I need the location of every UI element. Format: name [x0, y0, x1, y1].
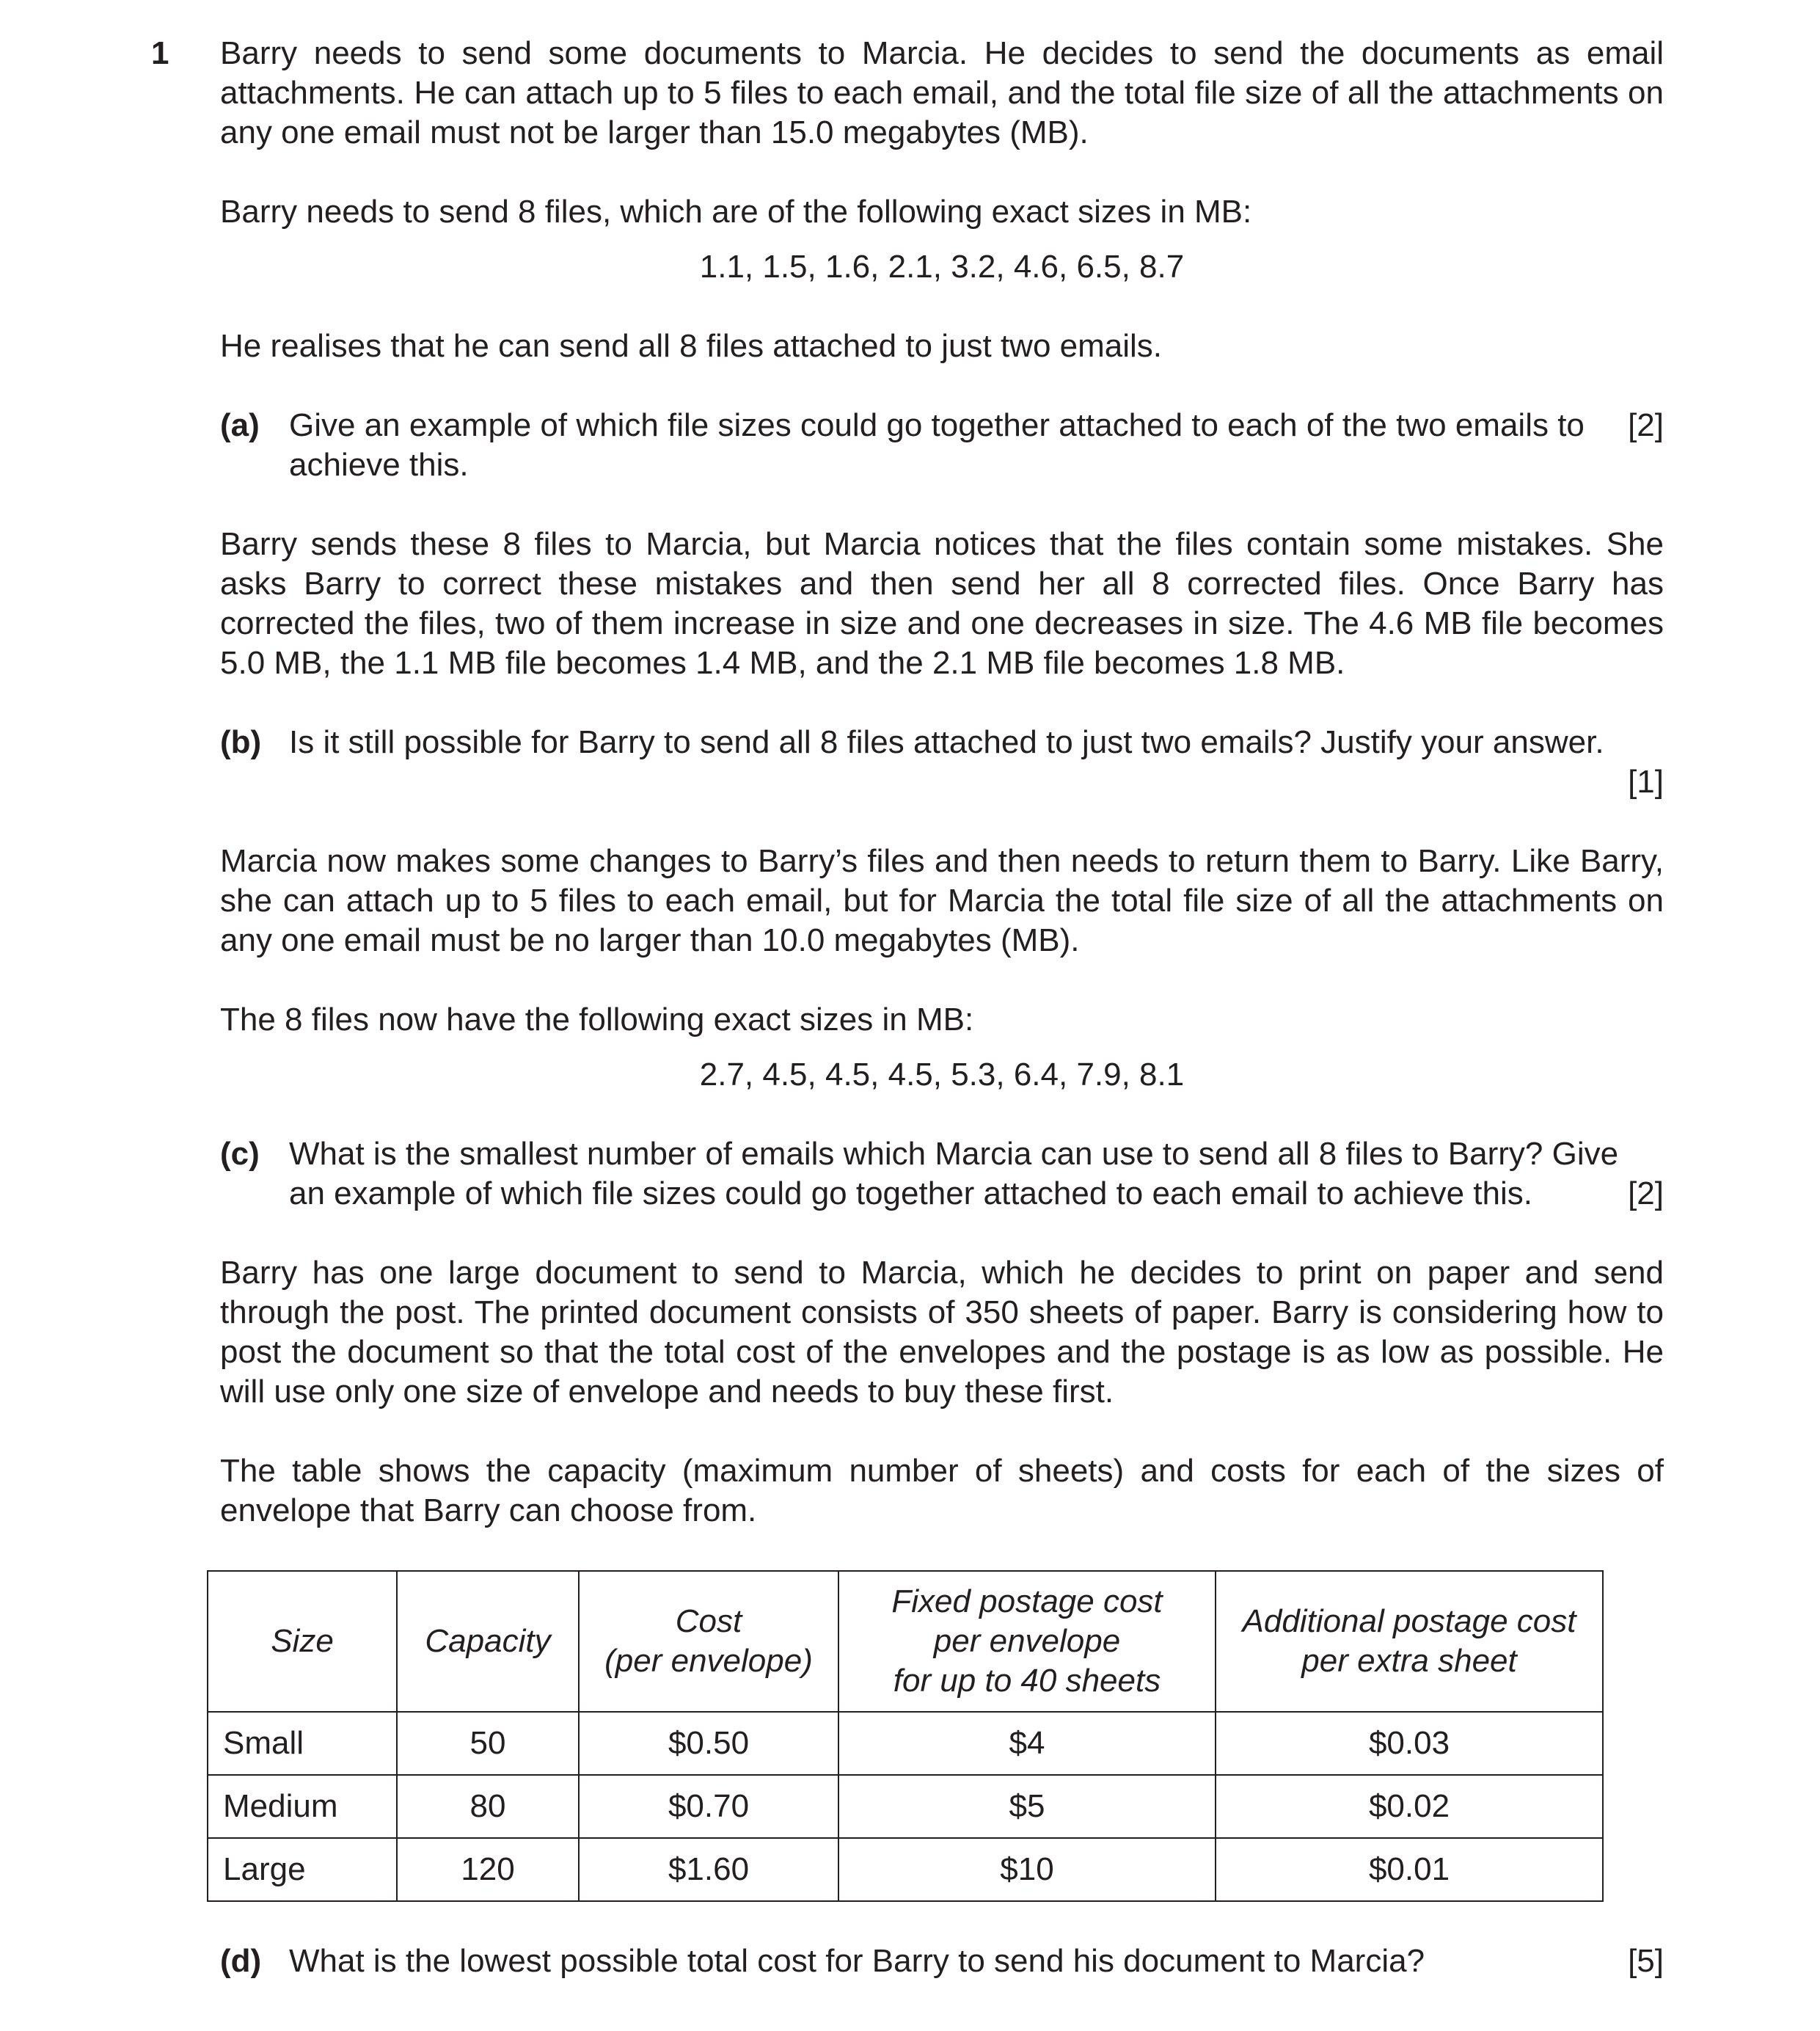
- cell-additional: $0.01: [1216, 1838, 1603, 1901]
- cell-capacity: 120: [397, 1838, 579, 1901]
- question-body: [220, 34, 1664, 2021]
- header-fixed-line: Fixed postage cost: [891, 1583, 1163, 1619]
- part-b-text: Is it still possible for Barry to send all 8 files attached to just two emails? Justify your answer.: [289, 724, 1604, 760]
- cell-fixed: $4: [838, 1712, 1216, 1775]
- header-fixed-line: for up to 40 sheets: [893, 1663, 1161, 1699]
- part-d-text: What is the lowest possible total cost for Barry to send his document to Marcia?: [289, 1943, 1425, 1979]
- part-d: [220, 1941, 1664, 1981]
- part-b-label: (b): [220, 724, 262, 760]
- table-row: [208, 1775, 1603, 1838]
- cell-size: Small: [208, 1712, 397, 1775]
- part-d-label: (d): [220, 1943, 262, 1979]
- part-b-marks: [1]: [1628, 764, 1664, 800]
- header-additional-postage: [1216, 1571, 1603, 1712]
- cell-fixed: $10: [838, 1838, 1216, 1901]
- new-file-sizes-list: 2.7, 4.5, 4.5, 4.5, 5.3, 6.4, 7.9, 8.1: [699, 1057, 1185, 1093]
- part-c-label: (c): [220, 1136, 260, 1172]
- header-fixed-line: per envelope: [933, 1623, 1121, 1659]
- header-additional-line: per extra sheet: [1301, 1643, 1517, 1679]
- cell-additional: $0.03: [1216, 1712, 1603, 1775]
- realises-paragraph: He realises that he can send all 8 files attached to just two emails.: [220, 328, 1163, 364]
- cell-cost: $0.70: [579, 1775, 838, 1838]
- table-row: [208, 1838, 1603, 1901]
- header-additional-line: Additional postage cost: [1242, 1603, 1576, 1639]
- table-header-row: [208, 1571, 1603, 1712]
- envelope-table: [207, 1570, 1604, 1902]
- part-d-marks: [5]: [1628, 1943, 1664, 1979]
- part-c: [220, 1134, 1664, 1214]
- marcia-changes-paragraph: Marcia now makes some changes to Barry’s files and then needs to return them to Barry. Like Barry, she can attach up to 5 files to each email, but for Marcia the total file size of all the attachments on any one email must be no larger than 10.0 megabytes (MB).: [220, 843, 1664, 958]
- cell-cost: $1.60: [579, 1838, 838, 1901]
- table-row: [208, 1712, 1603, 1775]
- table-intro-paragraph: The table shows the capacity (maximum number of sheets) and costs for each of the sizes of envelope that Barry can choose from.: [220, 1453, 1664, 1528]
- header-size: Size: [208, 1571, 397, 1712]
- cell-additional: $0.02: [1216, 1775, 1603, 1838]
- intro-paragraph: Barry needs to send some documents to Marcia. He decides to send the documents as email attachments. He can attach up to 5 files to each email, and the total file size of all the attachments on any one email must not be larger than 15.0 megabytes (MB).: [220, 35, 1664, 150]
- cell-cost: $0.50: [579, 1712, 838, 1775]
- file-sizes-list: 1.1, 1.5, 1.6, 2.1, 3.2, 4.6, 6.5, 8.7: [699, 249, 1185, 285]
- cell-size: Medium: [208, 1775, 397, 1838]
- document-paragraph: Barry has one large document to send to Marcia, which he decides to print on paper and send through the post. The printed document consists of 350 sheets of paper. Barry is considering how to post the document so that the total cost of the envelopes and the postage is as low as possible. He will use only one size of envelope and needs to buy these first.: [220, 1255, 1664, 1410]
- part-a-marks: [2]: [1628, 407, 1664, 443]
- header-cost: [579, 1571, 838, 1712]
- part-c-text-line2: an example of which file sizes could go together attached to each email to achieve this.: [289, 1175, 1532, 1211]
- part-b: [220, 723, 1664, 802]
- cell-capacity: 80: [397, 1775, 579, 1838]
- cell-size: Large: [208, 1838, 397, 1901]
- header-cost-line: Cost: [675, 1603, 742, 1639]
- part-c-marks: [2]: [1628, 1175, 1664, 1211]
- files-intro: Barry needs to send 8 files, which are of the following exact sizes in MB:: [220, 194, 1252, 230]
- question-number: 1: [151, 35, 169, 71]
- header-fixed-postage: [838, 1571, 1216, 1712]
- part-a-label: (a): [220, 407, 260, 443]
- header-cost-line: (per envelope): [604, 1643, 813, 1679]
- corrections-paragraph: Barry sends these 8 files to Marcia, but Marcia notices that the files contain some mistakes. She asks Barry to correct these mistakes and then send her all 8 corrected files. Once Barry has corrected the files, two of them increase in size and one decreases in size. The 4.6 MB file becomes 5.0 MB, the 1.1 MB file becomes 1.4 MB, and the 2.1 MB file becomes 1.8 MB.: [220, 526, 1664, 681]
- part-a: [220, 406, 1664, 485]
- part-c-text-line1: What is the smallest number of emails which Marcia can use to send all 8 files to Barry? Give: [289, 1136, 1619, 1172]
- new-files-intro: The 8 files now have the following exact sizes in MB:: [220, 1002, 974, 1038]
- cell-fixed: $5: [838, 1775, 1216, 1838]
- header-capacity: Capacity: [397, 1571, 579, 1712]
- cell-capacity: 50: [397, 1712, 579, 1775]
- part-a-text: Give an example of which file sizes could go together attached to each of the two emails to achieve this.: [289, 407, 1585, 483]
